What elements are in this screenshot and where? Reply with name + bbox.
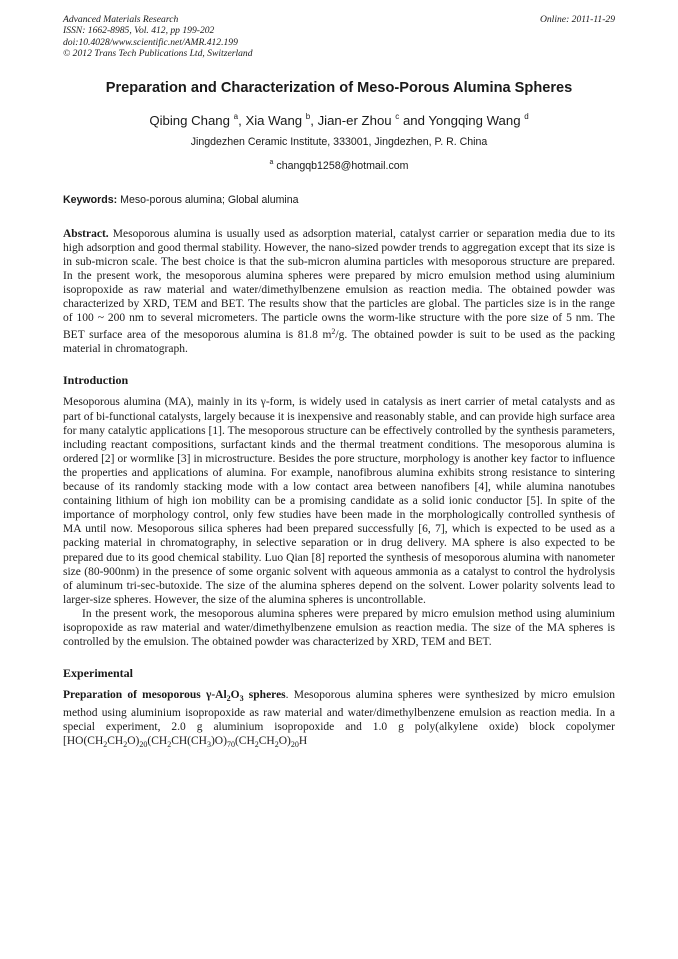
doi-line: doi:10.4028/www.scientific.net/AMR.412.199 <box>63 36 238 48</box>
author-email: $^a$ changqb1258@hotmail.com <box>269 158 409 172</box>
introduction-paragraph: In the present work, the mesoporous alumina spheres were prepared by micro emulsion method using aluminium isopropoxide as raw material and water/dimethylbenzene emulsion as reaction media. The size of the MA spheres is controlled by the emulsion. The obtained powder was characterized by XRD, TEM and BET. <box>63 607 615 649</box>
author: Xia Wang $^b$, <box>245 111 318 128</box>
author: Jian-er Zhou $^c$ and <box>317 111 429 128</box>
experimental-paragraph: Preparation of mesoporous $\gamma-Al_2O_3$ spheres. Mesoporous alumina spheres were synthesized by micro emulsion method using aluminium isopropoxide as raw material and water/dimethylbenzene emulsion as reaction media. In a special experiment, 2.0 g aluminium isopropoxide and 1.0 g poly(alkylene oxide) block copolymer [$HO(CH_2CH_2O)_{20}(CH_2CH(CH_3)O)_{70}(CH_2CH_2O)_{20}H$ <box>63 689 615 750</box>
chemical-formula: [$HO(CH_2CH_2O)_{20}(CH_2CH(CH_3)O)_{70}(CH_2CH_2O)_{20}H$ <box>63 735 308 750</box>
section-heading-introduction: Introduction <box>63 373 129 388</box>
subsection-label: Preparation of mesoporous $\gamma-Al_2O_3$ spheres <box>63 689 286 704</box>
author: Qibing Chang $^a$, <box>149 111 246 128</box>
author: Yongqing Wang $^d$ <box>428 111 529 128</box>
online-date: Online: 2011-11-29 <box>539 14 615 25</box>
abstract-label: Abstract. <box>63 227 109 240</box>
keywords-text: Meso-porous alumina; Global alumina <box>120 193 299 206</box>
affiliation: Jingdezhen Ceramic Institute, 333001, Jingdezhen, P. R. China <box>190 135 488 148</box>
issn-line: ISSN: 1662-8985, Vol. 412, pp 199-202 <box>63 25 215 37</box>
abstract: Abstract. Mesoporous alumina is usually used as adsorption material, catalyst carrier or separation media due to its high adsorption and good thermal stability. However, the nano-sized powder trends to aggregation except that its size is in sub-micron scale. The best choice is that the sub-micron alumina particles with mesoporous structure are prepared. In the present work, the mesoporous alumina spheres were prepared by micro emulsion method using aluminium isopropoxide as raw material and water/dimethylbenzene emulsion as reaction media. The obtained powder was characterized by XRD, TEM and BET. The results show that the particles are global. The particles size is in the range of 100 ~ 200 nm to several micrometers. The particle owns the worm-like structure with the pore size of 5 nm. The BET surface area of the mesoporous alumina is 81.8 $m^2/g$. The obtained powder is suit to be used as the packing material in chromatograph. <box>63 227 616 356</box>
section-heading-experimental: Experimental <box>63 666 133 681</box>
introduction-paragraph: Mesoporous alumina (MA), mainly in its γ-form, is widely used in catalysis as inert carrier of metal catalysts and as part of bi-functional catalysts, largely because it is inexpensive and reasonably stable, and can provide high surface area for many catalytic applications [1]. The mesoporous structure can be effectively controlled by the synthesis parameters, including reactant compositions, surfactant kinds and the thermal treatment conditions. The mesoporous alumina is ordered [2] or wormlike [3] in microstructure. Besides the pore structure, morphology is another key factor to influence the properties and applications of alumina. For example, nanofibrous alumina exhibits strong resistance to sintering because of its randomly stacking mode with a low contact area between nanofibers [4], while alumina nanotubes containing lithium of high ion mobility can be a promising candidate as a solid ionic conductor [5]. In spite of the importance of morphology control, only few studies have been made in the morphologically controlled synthesis of MA until now. Mesoporous silica spheres had been prepared successfully [6, 7], which is expected to be used as a packing material in chromatography, in selective separation or in drug delivery. MA sphere is also expected to be prepared due to its good chemical stability. Luo Qian [8] reported the synthesis of mesoporous alumina with nanometer size (80-900nm) in the presence of some organic solvent with aqueous ammonia as a catalyst to control the hydrolysis of aluminum tri-sec-butoxide. The size of the alumina spheres depend on the solvent. Lower polarity solvents lead to larger-size spheres. However, the size of the alumina spheres is uncontrollable. <box>63 396 615 606</box>
copyright-line: © 2012 Trans Tech Publications Ltd, Switzerland <box>63 48 253 60</box>
paper-title: Preparation and Characterization of Meso-Porous Alumina Spheres <box>105 79 573 96</box>
journal-header <box>63 14 615 60</box>
keywords <box>63 194 615 207</box>
journal-name: Advanced Materials Research <box>63 14 179 25</box>
author-list <box>63 109 615 129</box>
keywords-label: Keywords: <box>63 193 118 206</box>
